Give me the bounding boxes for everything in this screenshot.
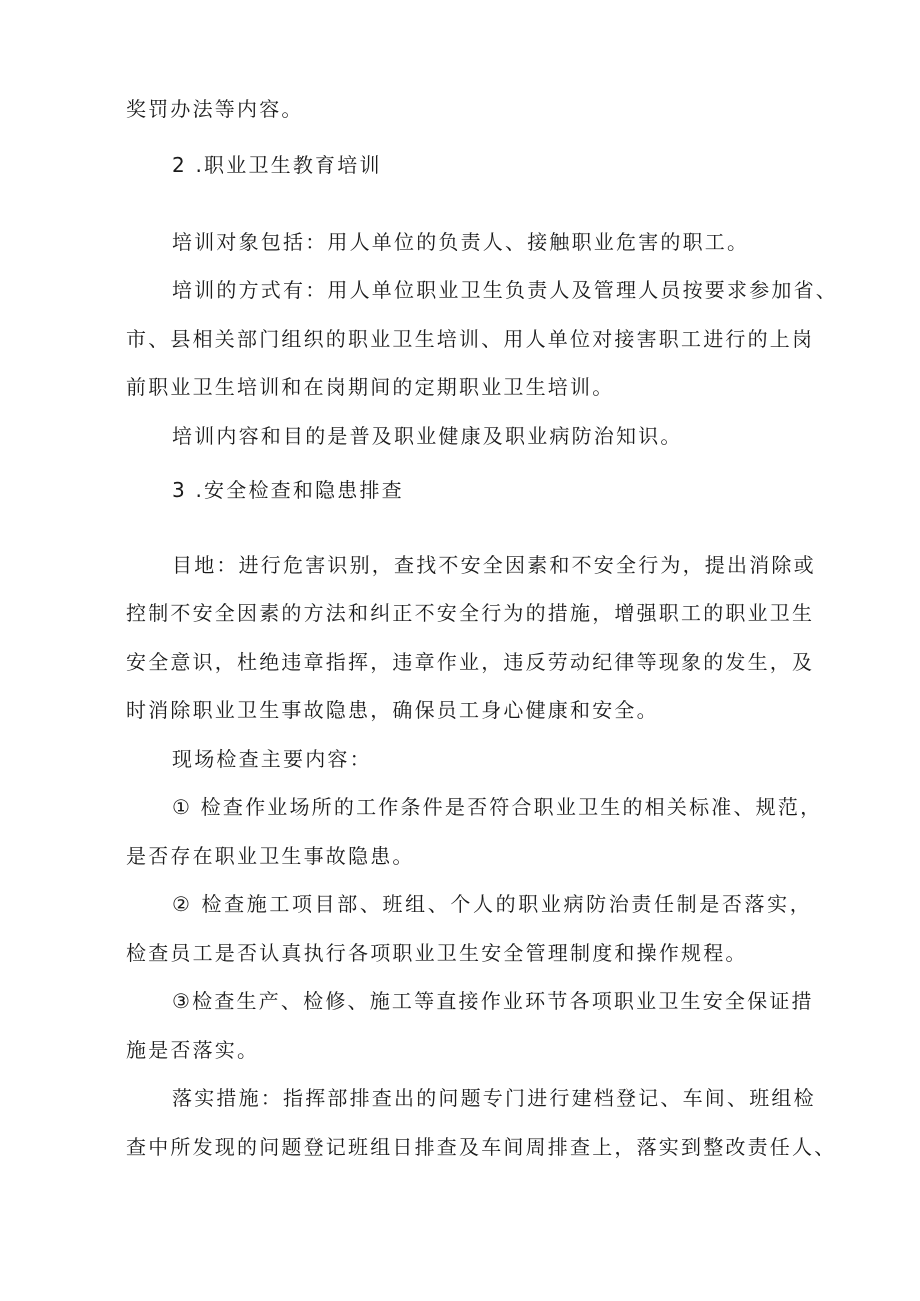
text-line: 前职业卫生培训和在岗期间的定期职业卫生培训。 (126, 375, 615, 399)
text-line: 培训内容和目的是普及职业健康及职业病防治知识。 (172, 424, 683, 448)
text-line: 是否存在职业卫生事故隐患。 (126, 844, 415, 868)
section-heading: 2 .职业卫生教育培训 (172, 153, 382, 177)
text-line: 安全意识，杜绝违章指挥，违章作业，违反劳动纪律等现象的发生，及 (126, 650, 815, 674)
section-heading: 3 .安全检查和隐患排查 (172, 478, 404, 502)
text-line: 落实措施：指挥部排查出的问题专门进行建档登记、车间、班组检 (172, 1086, 816, 1110)
text-line: 施是否落实。 (126, 1038, 260, 1062)
text-line: ① 检查作业场所的工作条件是否符合职业卫生的相关标准、规范， (172, 795, 823, 819)
text-line: 控制不安全因素的方法和纠正不安全行为的措施，增强职工的职业卫生 (126, 601, 815, 625)
text-line: ② 检查施工项目部、班组、个人的职业病防治责任制是否落实， (172, 892, 812, 916)
text-line: 时消除职业卫生事故隐患，确保员工身心健康和安全。 (126, 698, 659, 722)
text-line: 培训的方式有：用人单位职业卫生负责人及管理人员按要求参加省、 (172, 278, 838, 302)
text-line: 检查员工是否认真执行各项职业卫生安全管理制度和操作规程。 (126, 941, 748, 965)
text-line: ③检查生产、检修、施工等直接作业环节各项职业卫生安全保证措 (172, 989, 814, 1013)
text-line: 查中所发现的问题登记班组日排查及车间周排查上，落实到整改责任人、 (126, 1135, 837, 1159)
text-line: 现场检查主要内容： (172, 747, 372, 771)
text-line: 培训对象包括：用人单位的负责人、接触职业危害的职工。 (172, 230, 750, 254)
text-line: 目地：进行危害识别，查找不安全因素和不安全行为，提出消除或 (172, 553, 816, 577)
text-line: 市、县相关部门组织的职业卫生培训、用人单位对接害职工进行的上岗 (126, 327, 815, 351)
text-line: 奖罚办法等内容。 (126, 97, 304, 121)
